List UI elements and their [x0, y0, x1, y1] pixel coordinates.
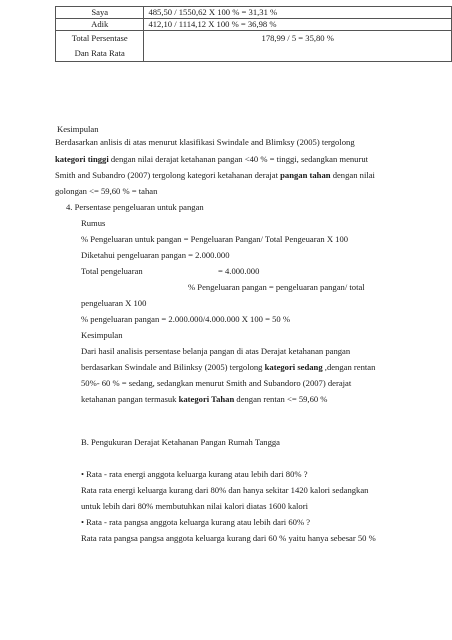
- kesimpulan-line: Smith and Subandro (2007) tergolong kategori ketahanan derajat pangan tahan dengan nilai: [55, 170, 375, 180]
- table-cell-total-value: 178,99 / 5 = 35,80 %: [144, 31, 452, 62]
- table-row: [56, 7, 452, 19]
- bold-term: kategori tinggi: [55, 154, 109, 164]
- table-row-total: [56, 31, 452, 62]
- kesimpulan-line: golongan <= 59,60 % = tahan: [55, 186, 158, 196]
- section-b-heading: B. Pengukuran Derajat Ketahanan Pangan Rumah Tangga: [81, 437, 280, 447]
- formula-line: % Pengeluaran untuk pangan = Pengeluaran Pangan/ Total Pengeuaran X 100: [81, 234, 349, 244]
- kesimpulan-line: 50%- 60 % = sedang, sedangkan menurut Smith and Subandoro (2007) derajat: [81, 378, 352, 388]
- kesimpulan-line: Dari hasil analisis persentase belanja pangan di atas Derajat ketahanan pangan: [81, 346, 351, 356]
- kesimpulan-line: berdasarkan Swindale and Bilinksy (2005) tergolong kategori sedang ,dengan rentan: [81, 362, 376, 372]
- calc-line: % pengeluaran pangan = 2.000.000/4.000.000 X 100 = 50 %: [81, 314, 290, 324]
- question-line: • Rata - rata energi anggota keluarga kurang atau lebih dari 80% ?: [81, 469, 308, 479]
- answer-line: Rata rata energi keluarga kurang dari 80% dan hanya sekitar 1420 kalori sedangkan: [81, 485, 369, 495]
- kesimpulan-line: ketahanan pangan termasuk kategori Tahan dengan rentan <= 59,60 %: [81, 394, 328, 404]
- bold-term: pangan tahan: [280, 170, 331, 180]
- table-row: [56, 19, 452, 31]
- table-cell-label: Adik: [56, 19, 144, 31]
- total-pengeluaran-value: = 4.000.000: [218, 266, 260, 276]
- table-cell-value: 485,50 / 1550,62 X 100 % = 31,31 %: [144, 7, 452, 19]
- formula2-line: % Pengeluaran pangan = pengeluaran pangan/ total: [188, 282, 365, 292]
- answer-line: Rata rata pangsa pangsa anggota keluarga kurang dari 60 % yaitu hanya sebesar 50 %: [81, 533, 376, 543]
- item-4-title: 4. Persentase pengeluaran untuk pangan: [66, 202, 204, 212]
- answer-line: untuk lebih dari 80% membutuhkan nilai kalori diatas 1600 kalori: [81, 501, 308, 511]
- bold-term: kategori sedang: [264, 362, 323, 372]
- kesimpulan-line: Berdasarkan anlisis di atas menurut klasifikasi Swindale and Blimksy (2005) tergolong: [55, 137, 355, 147]
- table-cell-value: 412,10 / 1114,12 X 100 % = 36,98 %: [144, 19, 452, 31]
- total-label-line2: Dan Rata Rata: [74, 48, 125, 58]
- total-label-line1: Total Persentase: [71, 33, 128, 43]
- rumus-label: Rumus: [81, 218, 106, 228]
- formula2-continuation: pengeluaran X 100: [81, 298, 147, 308]
- kesimpulan-line: kategori tinggi dengan nilai derajat ketahanan pangan <40 % = tinggi, sedangkan menurut: [55, 154, 369, 164]
- percentage-table: [55, 6, 452, 62]
- question-line: • Rata - rata pangsa anggota keluarga kurang atau lebih dari 60% ?: [81, 517, 311, 527]
- total-pengeluaran-label: Total pengeluaran: [81, 266, 143, 276]
- bold-term: kategori Tahan: [178, 394, 235, 404]
- kesimpulan-heading: Kesimpulan: [81, 330, 123, 340]
- kesimpulan-heading: Kesimpulan: [57, 124, 99, 134]
- diketahui-line: Diketahui pengeluaran pangan = 2.000.000: [81, 250, 230, 260]
- table-cell-total-label: [56, 31, 144, 62]
- table-cell-label: Saya: [56, 7, 144, 19]
